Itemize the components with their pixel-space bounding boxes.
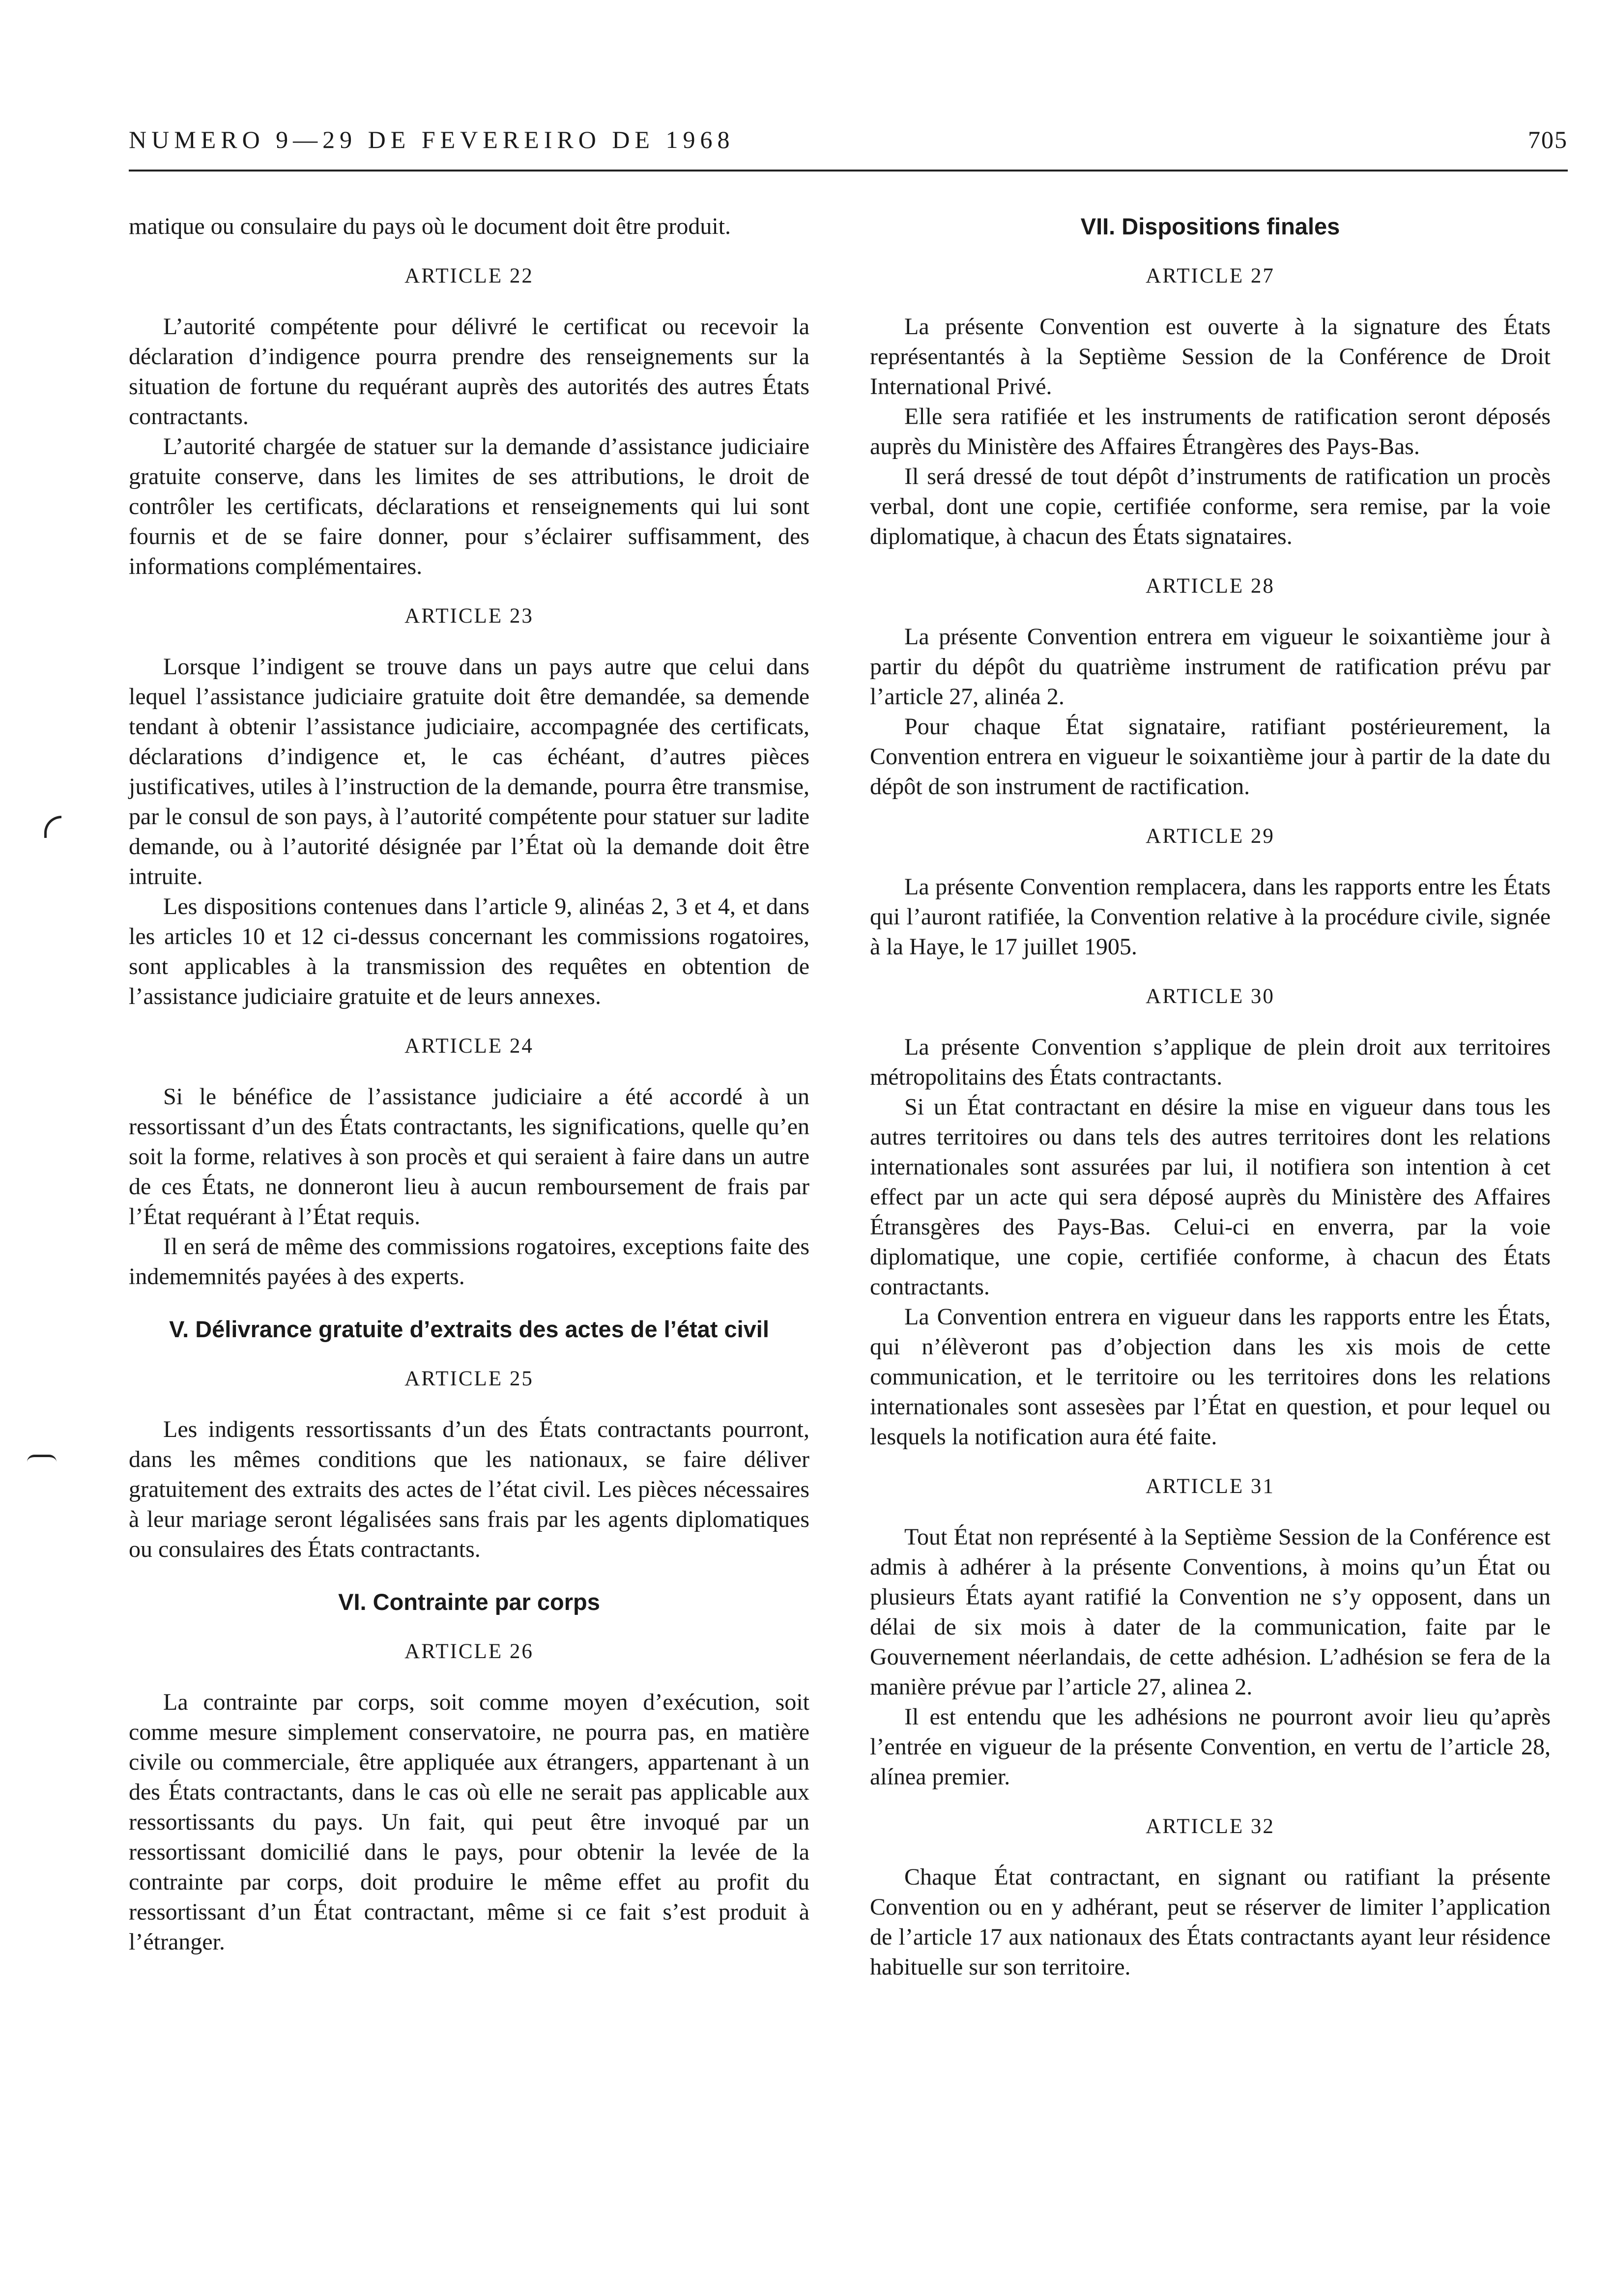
paragraph: La présente Convention entrera em vigueur le soixantième jour à partir du dépôt du quatrième instrument de ratification prévu par l’article 27, alinéa 2.: [870, 624, 1551, 710]
article-heading: ARTICLE 22: [404, 264, 534, 287]
paragraph: matique ou consulaire du pays où le document doit être produit.: [129, 213, 731, 239]
right-column: [870, 211, 1551, 1982]
article-heading: ARTICLE 30: [1146, 985, 1275, 1008]
header-title: NUMERO 9—29 DE FEVEREIRO DE 1968: [129, 126, 735, 153]
paragraph: Les dispositions contenues dans l’article 9, alinéas 2, 3 et 4, et dans les articles 10 et 12 ci-dessus concernant les commissions rogatoires, sont applicables à la transmission des requêtes en obtention de l’assistance judiciaire gratuite et de leurs annexes.: [129, 893, 809, 1009]
article-heading: ARTICLE 23: [404, 604, 534, 628]
article-heading: ARTICLE 24: [404, 1034, 534, 1058]
article-heading: ARTICLE 27: [1146, 264, 1275, 287]
article-heading: ARTICLE 32: [1146, 1815, 1275, 1838]
section-heading: V. Délivrance gratuite d’extraits des actes de l’état civil: [169, 1316, 769, 1342]
article-heading: ARTICLE 25: [404, 1367, 534, 1390]
paragraph: Si un État contractant en désire la mise en vigueur dans tous les autres territoires ou dans tels des autres territoires dont les relations internationales sont assurées par lui, il notifiera son intention à cet effect par un acte qui sera déposé auprès du Ministère des Affaires Étransgères des Pays-Bas. Celui-ci en enverra, par la voie diplomatique, une copie, certifiée conforme, à chacun des États contractants.: [870, 1094, 1551, 1300]
page-number: 705: [1528, 126, 1568, 153]
paragraph: L’autorité chargée de statuer sur la demande d’assistance judiciaire gratuite conserve, dans les limites de ses attributions, le droit de contrôler les certificats, déclarations et renseignements qui lui sont fournis et de se faire donner, pour s’éclairer suffisamment, des informations complémentaires.: [129, 433, 809, 579]
paragraph: Il será dressé de tout dépôt d’instruments de ratification un procès verbal, dont une copie, certifiée conforme, sera remise, par la voie diplomatique, à chacun des États signataires.: [870, 463, 1551, 549]
article-heading: ARTICLE 31: [1146, 1475, 1275, 1498]
paragraph: Chaque État contractant, en signant ou ratifiant la présente Convention ou en y adhérant, peut se réserver de limiter l’application de l’article 17 aux nationaux des États contractants ayant leur résidence habituelle sur son territoire.: [870, 1864, 1551, 1980]
paragraph: L’autorité compétente pour délivré le certificat ou recevoir la déclaration d’indigence pourra prendre des renseignements sur la situation de fortune du requérant auprès des autorités des autres États contractants.: [129, 314, 809, 430]
paragraph: La Convention entrera en vigueur dans les rapports entre les États, qui n’élèveront pas d’objection dans les xis mois de cette communication, et le territoire ou les territoires dons les relations internationales sont assesèes par l’État en question, et pour lequel ou lesquels la notification aura été faite.: [870, 1304, 1551, 1450]
paragraph: Il est entendu que les adhésions ne pourront avoir lieu qu’après l’entrée en vigueur de la présente Convention, en vertu de l’article 28, alínea premier.: [870, 1704, 1551, 1790]
paragraph: Pour chaque État signataire, ratifiant postérieurement, la Convention entrera en vigueur le soixantième jour à partir de la date du dépôt de son instrument de ractification.: [870, 714, 1551, 800]
paragraph: Si le bénéfice de l’assistance judiciaire a été accordé à un ressortissant d’un des États contractants, les significations, quelle qu’en soit la forme, relatives à son procès et qui seraient à faire dans un autre de ces États, ne donneront lieu à aucun remboursement de frais par l’État requérant à l’État requis.: [129, 1084, 809, 1230]
paragraph: Il en será de même des commissions rogatoires, exceptions faite des indememnités payées à des experts.: [129, 1234, 809, 1290]
section-heading: VI. Contrainte par corps: [338, 1589, 600, 1615]
running-header: [129, 125, 1568, 154]
paragraph: La contrainte par corps, soit comme moyen d’exécution, soit comme mesure simplement conservatoire, ne pourra pas, en matière civile ou commerciale, être appliquée aux étrangers, appartenant à un des États contractants, dans le cas où elle ne serait pas applicable aux ressortissants du pays. Un fait, qui peut être invoqué par un ressortissant domicilié dans le pays, pour obtenir la levée de la contrainte par corps, doit produire le même effet au profit du ressortissant d’un État contractant, même si ce fait s’est produit à l’étranger.: [129, 1689, 809, 1955]
header-rule: [129, 170, 1568, 172]
paragraph: La présente Convention est ouverte à la signature des États représentantés à la Septième Session de la Conférence de Droit International Privé.: [870, 314, 1551, 400]
paragraph: Elle sera ratifiée et les instruments de ratification seront déposés auprès du Ministère des Affaires Étrangères des Pays-Bas.: [870, 403, 1551, 459]
margin-mark: [27, 1455, 57, 1462]
margin-mark: [44, 816, 61, 838]
article-heading: ARTICLE 28: [1146, 574, 1275, 598]
paragraph: Tout État non représenté à la Septième Session de la Conférence est admis à adhérer à la présente Conventions, à moins qu’un État ou plusieurs États ayant ratifié la Convention ne s’y opposent, dans un délai de six mois à dater de la communication, faite par le Gouvernement néerlandais, de cette adhésion. L’adhésion se fera de la manière prévue par l’article 27, alinea 2.: [870, 1524, 1551, 1700]
article-heading: ARTICLE 26: [404, 1640, 534, 1663]
paragraph: La présente Convention remplacera, dans les rapports entre les États qui l’auront ratifiée, la Convention relative à la procédure civile, signée à la Haye, le 17 juillet 1905.: [870, 874, 1551, 960]
paragraph: Les indigents ressortissants d’un des États contractants pourront, dans les mêmes conditions que les nationaux, se faire déliver gratuitement des extraits des actes de l’état civil. Les pièces nécessaires à leur mariage seront légalisées sans frais par les agents diplomatiques ou consulaires des États contractants.: [129, 1416, 809, 1562]
section-heading: VII. Dispositions finales: [1080, 213, 1340, 239]
left-column: [129, 211, 809, 1957]
paragraph: La présente Convention s’applique de plein droit aux territoires métropolitains des États contractants.: [870, 1034, 1551, 1090]
paragraph: Lorsque l’indigent se trouve dans un pays autre que celui dans lequel l’assistance judiciaire gratuite doit être demandée, sa demende tendant à obtenir l’assistance judiciaire, accompagnée des certificats, déclarations d’indigence et, le cas échéant, d’autres pièces justificatives, utiles à l’instruction de la demande, pourra être transmise, par le consul de son pays, à l’autorité compétente pour statuer sur ladite demande, ou à l’autorité désignée par l’État où la demande doit être intruite.: [129, 654, 809, 890]
article-heading: ARTICLE 29: [1146, 825, 1275, 848]
